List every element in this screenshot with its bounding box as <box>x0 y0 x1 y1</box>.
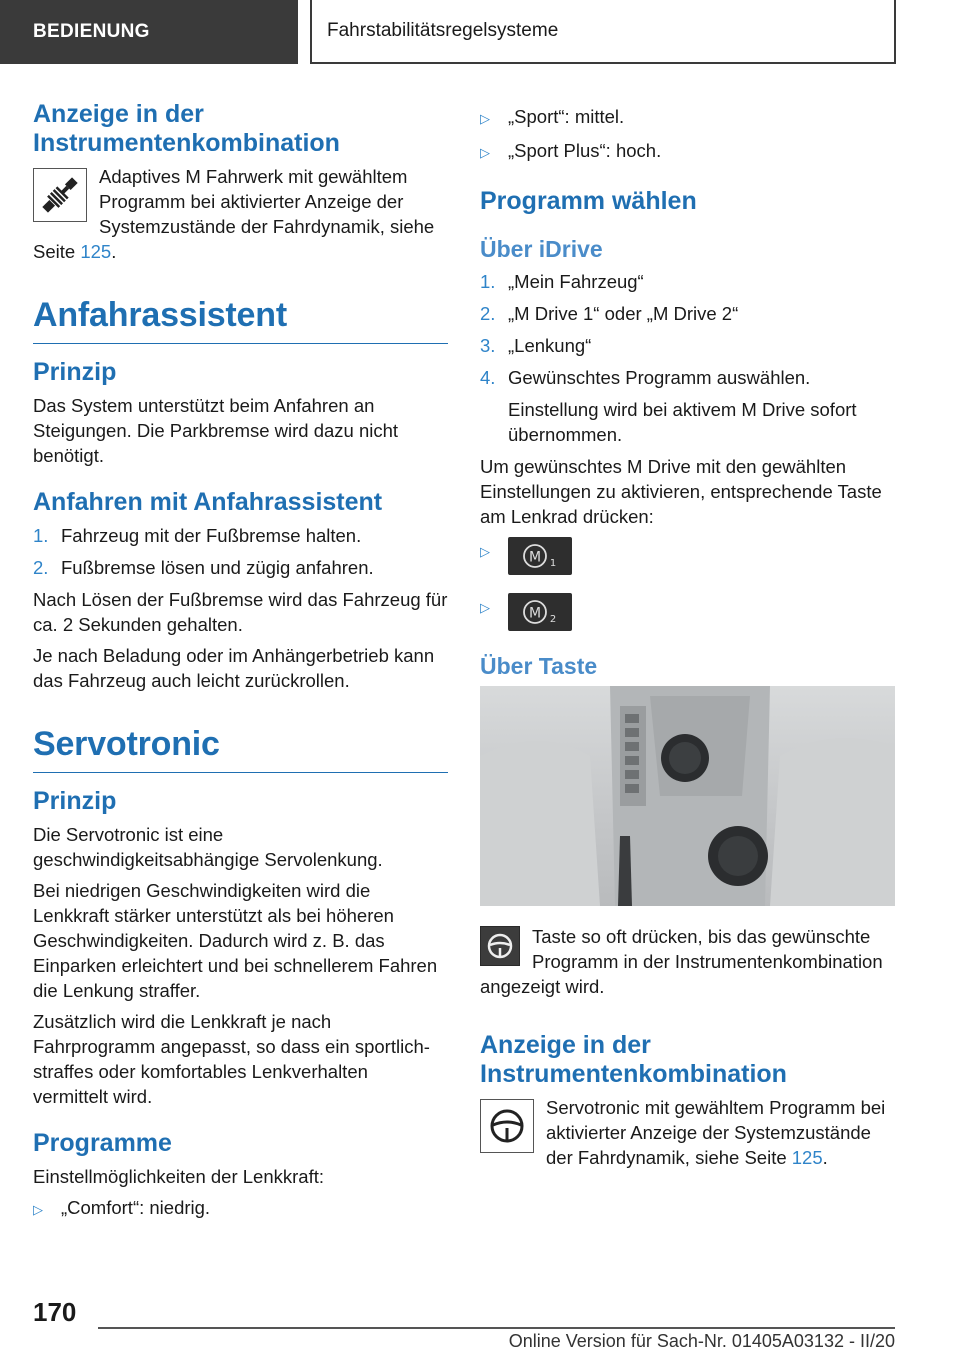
svg-text:M: M <box>528 549 542 566</box>
prinzip-heading: Prinzip <box>33 358 117 386</box>
list-item: ▷ „Comfort“: niedrig. <box>33 1195 448 1222</box>
taste-text: Taste so oft drücken, bis das gewünschte Programm in der Instrumentenkombination angezeigt wird. <box>480 926 883 997</box>
list-item: 2. Fußbremse lösen und zügig anfahren. <box>33 557 374 578</box>
idrive-text: Um gewünschtes M Drive mit den gewählten Einstellungen zu aktivieren, entsprechende Taste am Lenkrad drücken: <box>480 456 882 527</box>
anfahren-text-1: Nach Lösen der Fußbremse wird das Fahrzeug für ca. 2 Sekunden gehalten. <box>33 589 448 635</box>
programme-list-cont <box>480 104 895 165</box>
center-console-photo <box>480 686 895 906</box>
list-item <box>480 593 895 631</box>
list-item <box>480 537 895 575</box>
triangle-bullet-icon: ▷ <box>33 1202 43 1217</box>
triangle-bullet-icon: ▷ <box>480 111 490 126</box>
page-link[interactable]: 125 <box>80 241 112 262</box>
programme-list <box>33 1195 448 1222</box>
list-item: 1. „Mein Fahrzeug“ <box>480 271 644 292</box>
anfahr-prinzip-text: Das System unterstützt beim Anfahren an Steigungen. Die Parkbremse wird dazu nicht benötigt. <box>33 395 399 466</box>
triangle-bullet-icon: ▷ <box>480 145 490 160</box>
list-item: 1. Fahrzeug mit der Fußbremse halten. <box>33 525 362 546</box>
anfahren-steps <box>33 523 448 580</box>
servo-text-2: Bei niedrigen Geschwindigkeiten wird die Lenkkraft stärker unterstützt als bei höheren Geschwindigkeiten. Dadurch wird z. B. das Einparken erleichtert und bei schnellerem Fahren die Lenkung straffer. <box>33 880 438 1001</box>
anzeige-text: Adaptives M Fahrwerk mit gewähltem Programm bei aktivierter Anzeige der Systemzustände der Fahrdynamik, siehe Seite 125. <box>33 166 435 262</box>
servo-text-1: Die Servotronic ist eine geschwindigkeitsabhängige Servolenkung. <box>33 824 383 870</box>
footer-divider <box>98 1327 895 1329</box>
list-item: ▷ „Sport“: mittel. <box>480 104 895 131</box>
anzeige-heading: Anzeige in der Instrumentenkombination <box>33 100 340 157</box>
m-drive-1-button-icon <box>508 537 572 575</box>
page-link[interactable]: 125 <box>791 1147 823 1168</box>
right-column <box>480 104 895 1176</box>
svg-text:2: 2 <box>549 614 557 625</box>
list-item: ▷ „Sport Plus“: hoch. <box>480 138 895 165</box>
shock-absorber-icon <box>33 168 87 222</box>
servotronic-heading: Servotronic <box>33 725 448 773</box>
programme-text: Einstellmöglichkeiten der Lenkkraft: <box>33 1166 325 1187</box>
anfahren-text-2: Je nach Beladung oder im Anhängerbetrieb kann das Fahrzeug auch leicht zurückrollen. <box>33 645 435 691</box>
list-item: 2. „M Drive 1“ oder „M Drive 2“ <box>480 303 739 324</box>
anfahren-heading: Anfahren mit Anfahrassistent <box>33 488 383 516</box>
section-title: Fahrstabilitätsregelsysteme <box>310 0 896 64</box>
idrive-heading: Über iDrive <box>480 236 603 262</box>
servo-text-3: Zusätzlich wird die Lenkkraft je nach Fahrprogramm angepasst, so dass ein sportlich-straffes oder komfortables Lenkverhalten vermittelt wird. <box>33 1011 430 1107</box>
programme-heading: Programme <box>33 1129 172 1157</box>
svg-text:1: 1 <box>549 558 557 569</box>
m-drive-2-button-icon <box>508 593 572 631</box>
left-column <box>33 100 448 1230</box>
list-item: 4. Gewünschtes Programm auswählen. <box>480 367 811 388</box>
anzeige-text-2: Servotronic mit gewähltem Programm bei aktivierter Anzeige der Systemzustände der Fahrdynamik, siehe Seite 125. <box>546 1097 886 1168</box>
m-buttons-list <box>480 537 895 631</box>
taste-heading: Über Taste <box>480 653 598 679</box>
prinzip-heading: Prinzip <box>33 787 117 815</box>
list-item: 3. „Lenkung“ <box>480 335 592 356</box>
steering-wheel-outline-icon <box>480 1099 534 1153</box>
idrive-steps <box>480 269 895 447</box>
anfahrassistent-heading: Anfahrassistent <box>33 296 448 344</box>
footer-text: Online Version für Sach-Nr. 01405A03132 - II/20 <box>508 1331 895 1351</box>
chapter-tab: BEDIENUNG <box>0 0 298 64</box>
triangle-bullet-icon: ▷ <box>480 544 490 559</box>
programm-waehlen-heading: Programm wählen <box>480 187 697 215</box>
anzeige-heading-2: Anzeige in der Instrumentenkombination <box>480 1031 787 1088</box>
triangle-bullet-icon: ▷ <box>480 600 490 615</box>
page-number: 170 <box>33 1297 77 1327</box>
list-item-continuation: Einstellung wird bei aktivem M Drive sofort übernommen. <box>508 399 857 445</box>
steering-wheel-icon <box>480 926 520 966</box>
svg-text:M: M <box>528 605 542 622</box>
